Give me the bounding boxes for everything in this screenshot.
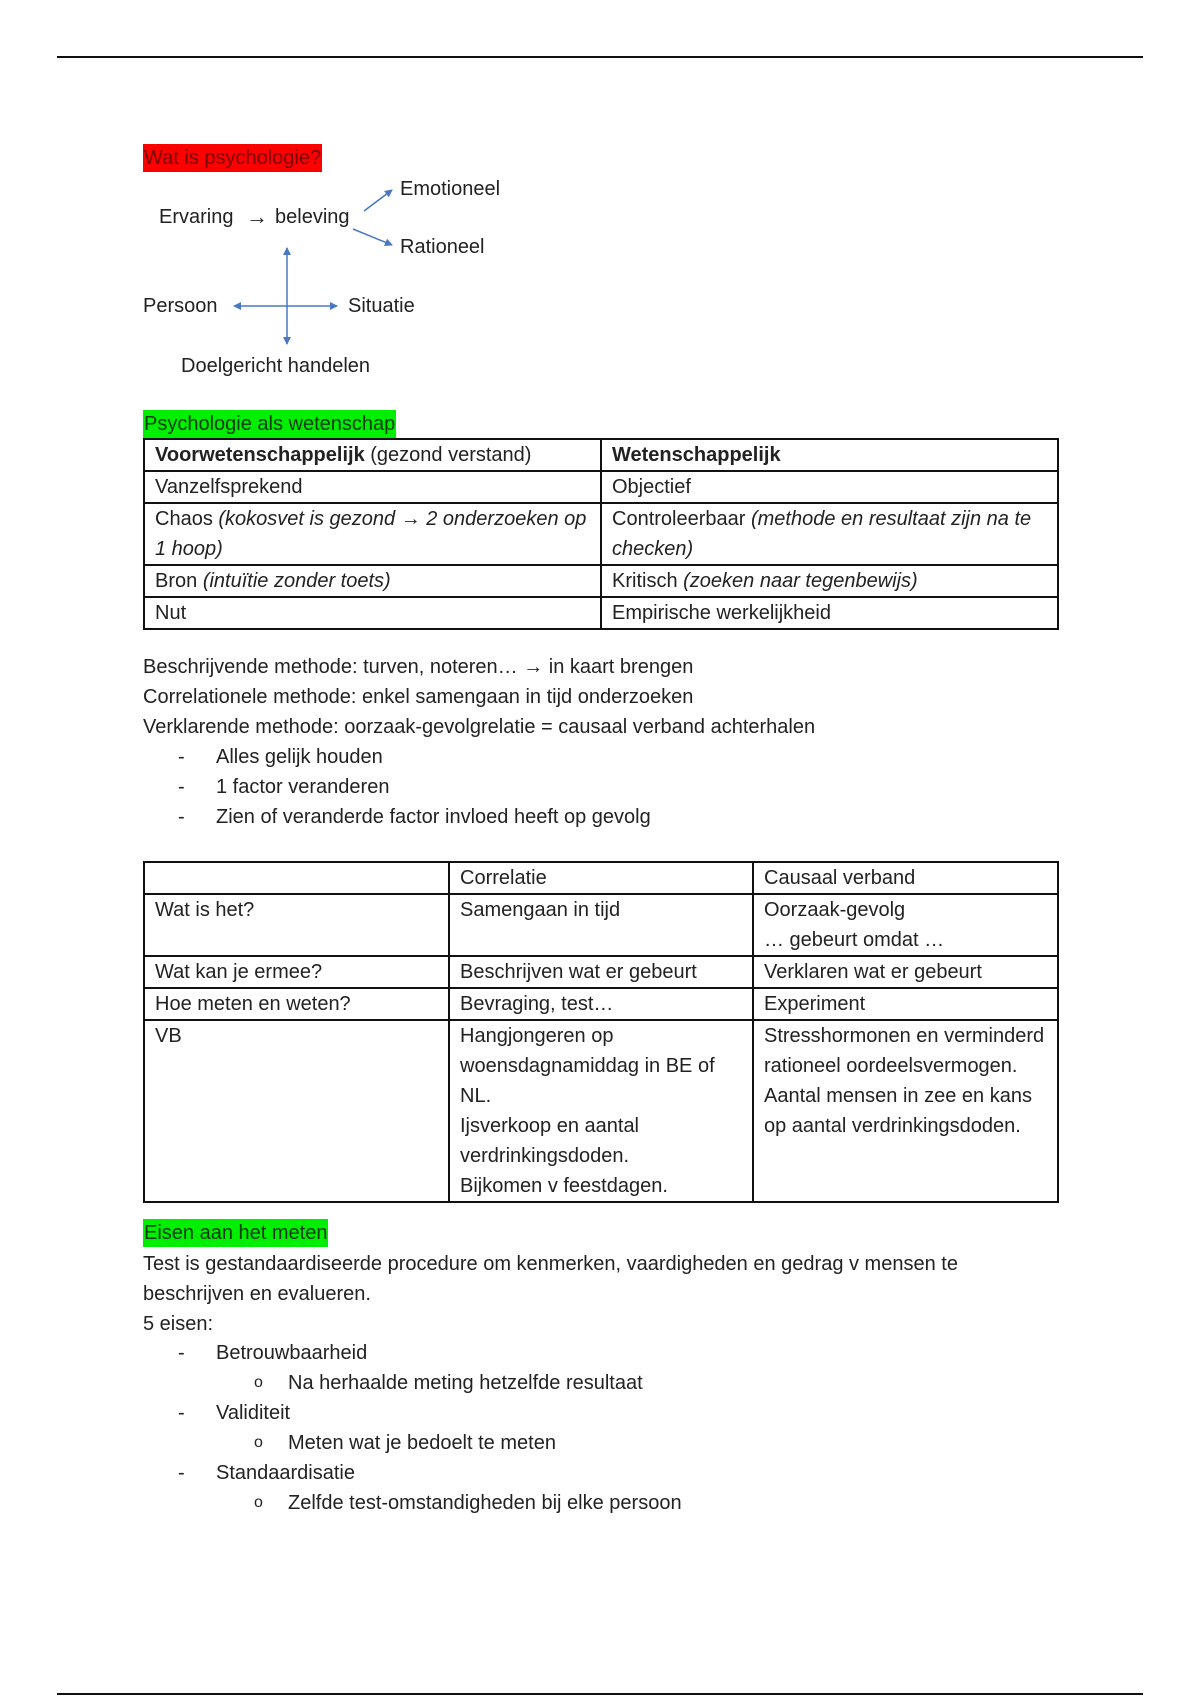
cell-line: Ijsverkoop en aantal verdrinkingsdoden.: [460, 1115, 640, 1167]
section-heading-psychologie-als-wetenschap: Psychologie als wetenschap: [143, 410, 396, 438]
table-row: [144, 565, 1058, 597]
cell-line: Hangjongeren op woensdagnamiddag in BE of NL.: [460, 1025, 715, 1107]
requirement-sub-item: [254, 1368, 643, 1398]
table-header-cell: Causaal verband: [753, 862, 1058, 894]
diagram-arrows-svg: [0, 0, 1200, 420]
cell-text: Kritisch: [612, 570, 684, 592]
bullet-item: [178, 802, 651, 832]
bullet-marker: -: [178, 806, 185, 828]
cell-line: Samengaan in tijd: [460, 899, 621, 921]
diagram-label-rationeel: Rationeel: [400, 236, 485, 258]
cell-text: Bron: [155, 570, 203, 592]
bullet-marker: -: [178, 1342, 185, 1364]
table-cell: [449, 1020, 753, 1202]
requirement-name: Validiteit: [216, 1402, 291, 1424]
cell-italic-text: (methode en resultaat zijn na te checken): [612, 508, 1032, 560]
bullet-text: Zien of veranderde factor invloed heeft op gevolg: [216, 806, 651, 828]
requirement-item: [178, 1338, 368, 1368]
table-cell: [753, 1020, 1058, 1202]
cell-italic-text: (kokosvet is gezond → 2 onderzoeken op 1 hoop): [155, 508, 587, 560]
cell-text: Chaos: [155, 508, 219, 530]
diagram-label-situatie: Situatie: [348, 295, 415, 317]
table-cell: [753, 894, 1058, 956]
cell-line: Verklaren wat er gebeurt: [764, 961, 982, 983]
table-cell: [601, 503, 1058, 565]
arrow-to-emotioneel: [364, 190, 392, 211]
table-cell: [449, 956, 753, 988]
table-row: [144, 1020, 1058, 1202]
cell-text: Vanzelfsprekend: [155, 476, 303, 498]
bullet-item: [178, 772, 390, 802]
table-cell: [144, 471, 601, 503]
requirement-sub-item: [254, 1428, 556, 1458]
page-bottom-rule: [57, 1693, 1143, 1695]
method-line: Correlationele methode: enkel samengaan in tijd onderzoeken: [143, 686, 694, 708]
arrow-to-rationeel: [353, 229, 392, 245]
table-cell: Hoe meten en weten?: [144, 988, 449, 1020]
requirement-description: Na herhaalde meting hetzelfde resultaat: [288, 1372, 643, 1394]
table-row: [144, 503, 1058, 565]
table-row: [144, 597, 1058, 629]
table-cell: [144, 503, 601, 565]
bullet-item: [178, 742, 383, 772]
section-heading-eisen-aan-het-meten: Eisen aan het meten: [143, 1219, 328, 1247]
diagram-arrow-icon: →: [246, 204, 268, 229]
table-cell: [449, 894, 753, 956]
cell-text: Empirische werkelijkheid: [612, 602, 831, 624]
section-heading-wat-is-psychologie: Wat is psychologie?: [143, 144, 322, 172]
cell-italic-text: (zoeken naar tegenbewijs): [683, 570, 918, 592]
bullet-text: 1 factor veranderen: [216, 776, 390, 798]
cell-italic-text: (intuïtie zonder toets): [202, 570, 391, 592]
table-row: [144, 439, 1058, 471]
cell-line: Bevraging, test…: [460, 993, 614, 1015]
table-cell: [449, 988, 753, 1020]
methods-paragraph: [143, 652, 815, 742]
cell-line: Stresshormonen en verminderd rationeel oordeelsvermogen.: [764, 1025, 1045, 1077]
science-comparison-table: [143, 438, 1059, 630]
requirement-sub-item: [254, 1488, 682, 1518]
table-cell: Wat is het?: [144, 894, 449, 956]
cell-line: Experiment: [764, 993, 866, 1015]
cell-line: Aantal mensen in zee en kans op aantal verdrinkingsdoden.: [764, 1085, 1032, 1137]
cell-text: Objectief: [612, 476, 691, 498]
table-header-cell: [144, 862, 449, 894]
intro-text: Test is gestandaardiseerde procedure om kenmerken, vaardigheden en gedrag v mensen te beschrijven en evalueren.: [143, 1253, 958, 1305]
bullet-marker: -: [178, 776, 185, 798]
diagram-label-beleving: beleving: [275, 206, 350, 228]
table-cell: [601, 597, 1058, 629]
table-row: [144, 988, 1058, 1020]
sub-bullet-marker: o: [254, 1494, 263, 1511]
table-cell: [144, 565, 601, 597]
header-bold-text: Voorwetenschappelijk: [155, 444, 365, 466]
requirement-name: Betrouwbaarheid: [216, 1342, 368, 1364]
table-cell: Wat kan je ermee?: [144, 956, 449, 988]
sub-bullet-marker: o: [254, 1374, 263, 1391]
sub-bullet-marker: o: [254, 1434, 263, 1451]
table-header-cell: Wetenschappelijk: [601, 439, 1058, 471]
cell-line: … gebeurt omdat …: [764, 929, 945, 951]
header-rest-text: (gezond verstand): [364, 444, 532, 466]
diagram-label-doelgericht-handelen: Doelgericht handelen: [181, 355, 371, 377]
cell-line: Beschrijven wat er gebeurt: [460, 961, 697, 983]
cell-text: Nut: [155, 602, 187, 624]
bullet-marker: -: [178, 1402, 185, 1424]
correlation-causation-table: [143, 861, 1059, 1203]
table-header-cell: [144, 439, 601, 471]
method-line: Beschrijvende methode: turven, noteren… → in kaart brengen: [143, 656, 694, 678]
table-cell: [753, 988, 1058, 1020]
table-header-cell: Correlatie: [449, 862, 753, 894]
table-row: [144, 862, 1058, 894]
table-cell: [144, 597, 601, 629]
cell-line: Bijkomen v feestdagen.: [460, 1175, 668, 1197]
requirement-item: [178, 1458, 355, 1488]
requirement-description: Meten wat je bedoelt te meten: [288, 1432, 556, 1454]
table-cell: VB: [144, 1020, 449, 1202]
diagram-label-persoon: Persoon: [143, 295, 218, 317]
measurement-intro: [143, 1249, 1053, 1339]
requirement-item: [178, 1398, 291, 1428]
diagram-label-ervaring: Ervaring: [159, 206, 234, 228]
requirements-count: 5 eisen:: [143, 1313, 214, 1335]
method-line: Verklarende methode: oorzaak-gevolgrelatie = causaal verband achterhalen: [143, 716, 816, 738]
table-row: [144, 956, 1058, 988]
diagram-label-emotioneel: Emotioneel: [400, 178, 501, 200]
table-row: [144, 471, 1058, 503]
table-cell: [753, 956, 1058, 988]
cell-line: Oorzaak-gevolg: [764, 899, 906, 921]
table-cell: [601, 471, 1058, 503]
requirement-description: Zelfde test-omstandigheden bij elke persoon: [288, 1492, 682, 1514]
table-cell: [601, 565, 1058, 597]
requirement-name: Standaardisatie: [216, 1462, 355, 1484]
bullet-text: Alles gelijk houden: [216, 746, 383, 768]
bullet-marker: -: [178, 1462, 185, 1484]
cell-text: Controleerbaar: [612, 508, 751, 530]
table-row: [144, 894, 1058, 956]
bullet-marker: -: [178, 746, 185, 768]
